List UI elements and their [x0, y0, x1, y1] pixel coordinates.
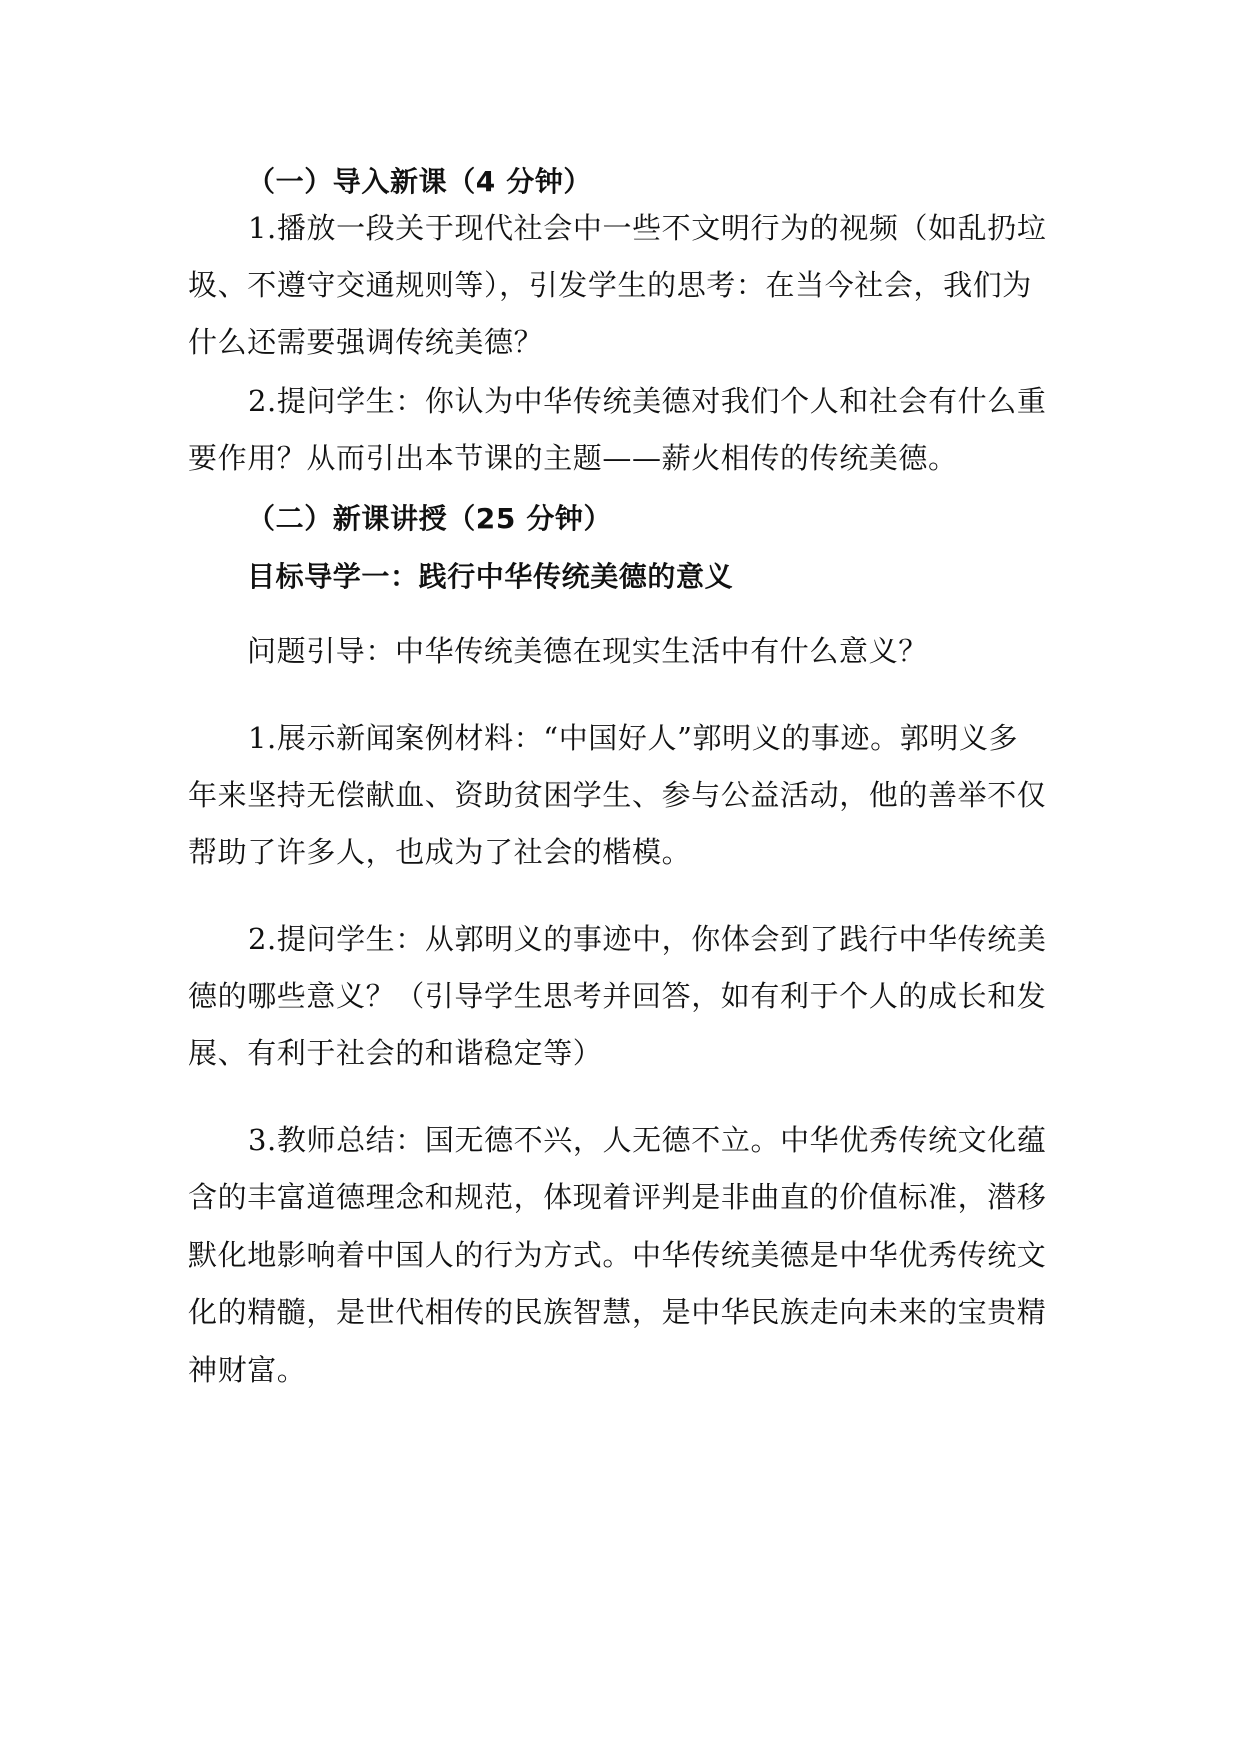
paragraph-line: 2.提问学生：从郭明义的事迹中，你体会到了践行中华传统美: [248, 922, 1047, 956]
paragraph-line: 年来坚持无偿献血、资助贫困学生、参与公益活动，他的善举不仅: [188, 778, 1047, 812]
paragraph-line: 什么还需要强调传统美德？: [188, 325, 544, 359]
paragraph-line: 默化地影响着中国人的行为方式。中华传统美德是中华优秀传统文: [188, 1238, 1047, 1272]
paragraph-line: 含的丰富道德理念和规范，体现着评判是非曲直的价值标准，潜移: [188, 1180, 1047, 1214]
paragraph-line: 要作用？从而引出本节课的主题——薪火相传的传统美德。: [188, 441, 958, 475]
paragraph-line: 3.教师总结：国无德不兴，人无德不立。中华优秀传统文化蕴: [248, 1123, 1047, 1157]
paragraph-line: 圾、不遵守交通规则等），引发学生的思考：在当今社会，我们为: [188, 268, 1032, 302]
paragraph-line: 德的哪些意义？（引导学生思考并回答，如有利于个人的成长和发: [188, 979, 1047, 1013]
section-heading-intro: （一）导入新课（4 分钟）: [247, 165, 593, 198]
paragraph-line: 化的精髓，是世代相传的民族智慧，是中华民族走向未来的宝贵精: [188, 1295, 1047, 1329]
question-guide: 问题引导：中华传统美德在现实生活中有什么意义？: [247, 634, 928, 668]
paragraph-line: 帮助了许多人，也成为了社会的楷模。: [188, 835, 692, 869]
goal-heading: 目标导学一：践行中华传统美德的意义: [247, 560, 734, 593]
paragraph-line: 2.提问学生：你认为中华传统美德对我们个人和社会有什么重: [248, 384, 1047, 418]
paragraph-line: 展、有利于社会的和谐稳定等）: [188, 1036, 603, 1070]
paragraph-line: 1.展示新闻案例材料：“中国好人”郭明义的事迹。郭明义多: [248, 721, 1019, 755]
paragraph-line: 神财富。: [188, 1353, 307, 1387]
section-heading-new-lesson: （二）新课讲授（25 分钟）: [247, 502, 613, 535]
paragraph-line: 1.播放一段关于现代社会中一些不文明行为的视频（如乱扔垃: [248, 211, 1047, 245]
